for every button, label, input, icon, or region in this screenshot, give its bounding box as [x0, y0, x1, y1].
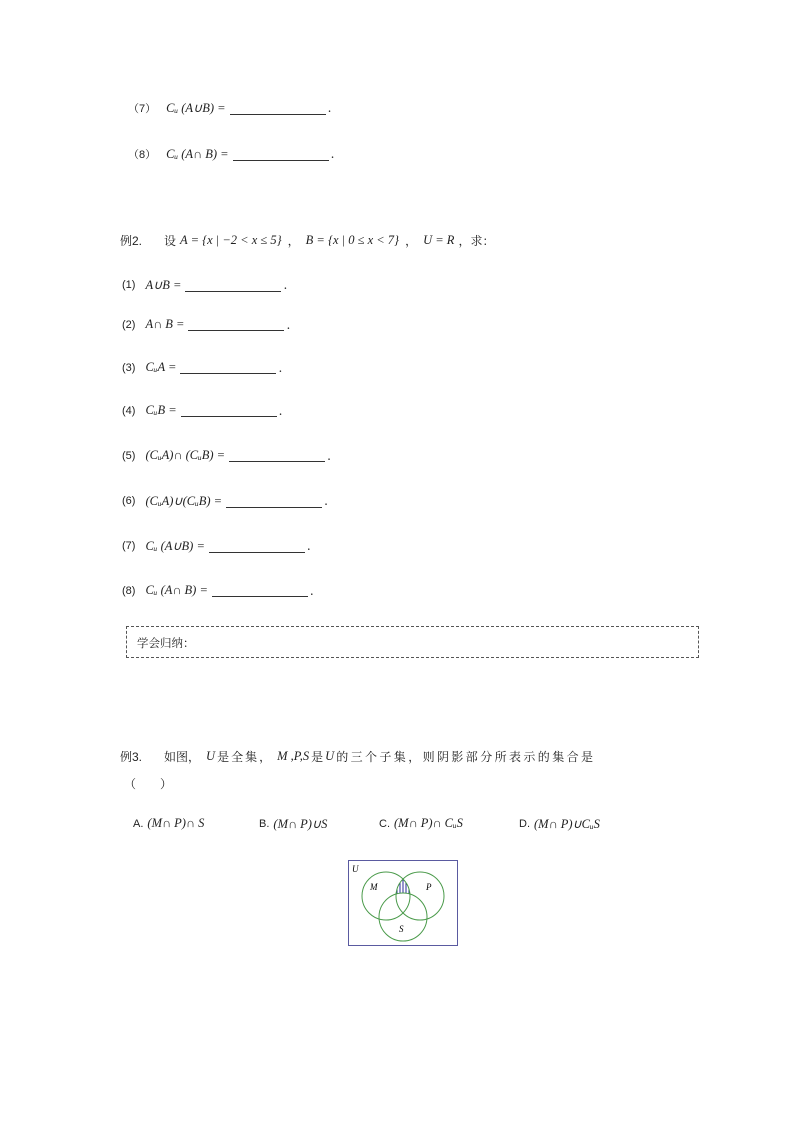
item-number: (3) [122, 361, 136, 374]
example2-item-5 [122, 448, 331, 463]
period: . [283, 278, 288, 292]
answer-blank[interactable] [209, 540, 305, 553]
option-letter: A. [133, 817, 144, 830]
statement-text: 的三个子集，则阴影部分所表示的集合是 [336, 750, 596, 764]
answer-blank[interactable] [229, 449, 325, 462]
answer-blank[interactable] [188, 318, 284, 331]
item-number: (5) [122, 449, 136, 462]
option-expression: (M∩ P)∪S [273, 817, 328, 831]
period: . [327, 448, 331, 463]
item-number: (8) [122, 584, 136, 597]
option-expression: (M∩ P)∪CᵤS [534, 817, 600, 831]
answer-blank[interactable] [233, 148, 329, 161]
summary-box[interactable] [126, 626, 699, 658]
part1-item-8 [128, 146, 334, 162]
statement-prefix: 设 [164, 234, 177, 248]
item-expression: Cᵤ (A∩ B) = [145, 583, 208, 597]
item-number: (1) [122, 279, 136, 291]
period: . [330, 147, 335, 161]
answer-blank[interactable] [212, 584, 308, 597]
option-c[interactable] [379, 816, 463, 831]
label-p: P [426, 882, 432, 892]
label-s: S [399, 924, 404, 934]
period: . [278, 403, 283, 418]
period: . [286, 317, 291, 332]
option-letter: D. [519, 818, 530, 830]
label-u: U [352, 864, 359, 874]
set-u-symbol: U [206, 749, 216, 763]
venn-diagram [348, 860, 460, 948]
set-a-definition: A = {x | −2 < x ≤ 5} [180, 233, 282, 247]
item-expression: A∪B = [145, 278, 182, 292]
example2-item-3 [122, 360, 282, 375]
item-number: （7） [128, 103, 157, 115]
period: . [324, 494, 328, 508]
example2-item-7 [122, 538, 311, 554]
subsets-symbols: M ,P,S [277, 749, 310, 763]
option-expression: (M∩ P)∩ S [147, 816, 205, 830]
example2-item-1 [122, 277, 287, 293]
option-letter: B. [259, 818, 270, 830]
answer-blank[interactable] [180, 361, 276, 374]
option-letter: C. [379, 817, 390, 830]
example2-item-6 [122, 493, 328, 509]
item-expression: CᵤB = [145, 403, 177, 417]
example2-item-8 [122, 583, 314, 598]
item-number: （8） [128, 149, 157, 161]
item-expression: Cᵤ (A∪B) = [166, 101, 226, 115]
answer-paren: （ ） [124, 777, 173, 791]
answer-blank[interactable] [226, 495, 322, 508]
example-label: 例2. [120, 234, 143, 248]
item-number: (2) [122, 318, 136, 331]
example2-item-2 [122, 317, 290, 332]
part1-item-7 [128, 100, 331, 116]
period: . [306, 539, 311, 553]
answer-blank[interactable] [230, 102, 326, 115]
statement-text: 是 [311, 750, 324, 764]
item-number: (4) [122, 404, 136, 417]
set-u-symbol: U [325, 749, 335, 763]
answer-blank[interactable] [181, 404, 277, 417]
option-b[interactable] [259, 816, 327, 832]
item-expression: CᵤA = [145, 360, 177, 374]
option-a[interactable] [133, 816, 204, 831]
item-expression: A∩ B = [145, 317, 185, 331]
option-expression: (M∩ P)∩ CᵤS [394, 816, 463, 830]
item-expression: Cᵤ (A∩ B) = [166, 146, 229, 161]
statement-text: 如图， [164, 750, 201, 764]
item-number: (7) [122, 540, 136, 552]
example2-item-4 [122, 403, 282, 418]
statement-text: 是全集， [217, 750, 274, 764]
answer-parentheses [124, 775, 172, 792]
item-expression: (CᵤA)∩ (CᵤB) = [145, 448, 226, 462]
example-label: 例3. [120, 750, 143, 764]
summary-label: 学会归纳： [137, 636, 195, 650]
item-number: (6) [122, 495, 136, 507]
item-expression: (CᵤA)∪(CᵤB) = [145, 494, 223, 508]
option-d[interactable] [519, 816, 600, 832]
period: . [327, 101, 332, 115]
statement-suffix: 求： [470, 234, 495, 248]
period: . [278, 360, 283, 375]
label-m: M [370, 882, 378, 892]
item-expression: Cᵤ (A∪B) = [145, 539, 205, 553]
set-b-definition: B = {x | 0 ≤ x < 7} [305, 233, 400, 247]
example2-statement: 例2. 设 A = {x | −2 < x ≤ 5} ， B = {x | 0 ≤ x < 7} ， U = R ， 求： [120, 233, 495, 248]
example3-statement [120, 748, 595, 765]
answer-blank[interactable] [185, 279, 281, 292]
period: . [309, 583, 314, 598]
set-u-definition: U = R [423, 233, 455, 247]
